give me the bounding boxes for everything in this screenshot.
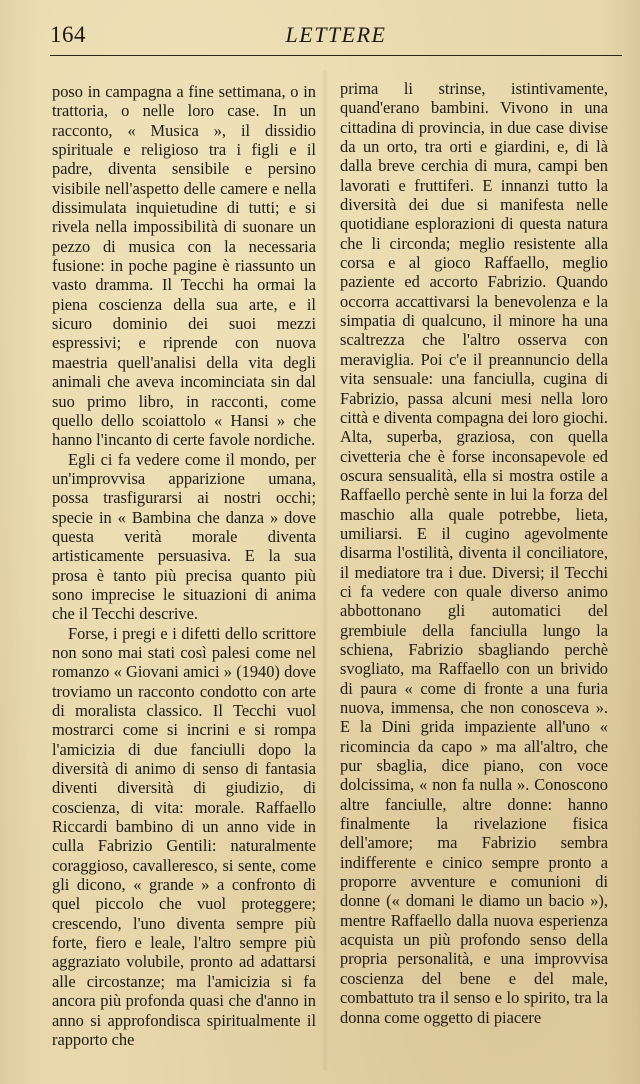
page-header bbox=[50, 22, 622, 52]
paragraph: Egli ci fa vedere come il mondo, per un'improvvisa apparizione umana, possa trasfigurarsi ai nostri occhi; specie in « Bambina che danza » dove questa verità morale diventa artisticamente persuasiva. E la sua prosa è tanto più precisa quanto più sono imprecise le situazioni di anima che il Tecchi descrive. bbox=[52, 449, 316, 624]
paragraph: Forse, i pregi e i difetti dello scrittore non sono mai stati così palesi come nel romanzo « Giovani amici » (1940) dove troviamo un racconto condotto con arte di moralista classico. Il Tecchi vuol mostrarci come si incrini e si rompa l'amicizia di due fanciulli dopo la diversità di animo di senso di fantasia diventi diversità di giudizio, di coscienza, di vita: morale. Raffaello Riccardi bambino di un anno vide in culla Fabrizio Gentili: naturalmente coraggioso, cavalleresco, si sente, come gli dicono, « grande » a confronto di quel piccolo che vuol proteggere; crescendo, l'uno diventa sempre più forte, fiero e leale, l'altro sempre più aggraziato volubile, pronto ad adattarsi alle circostanze; ma l'amicizia si fa ancora più profonda quasi che d'anno in anno si approfondisca spiritualmente il rapporto che bbox=[52, 623, 316, 1049]
paragraph: prima li strinse, istintivamente, quand'erano bambini. Vivono in una cittadina di provincia, in due case divise da un orto, tra orti e giardini, e, di là dalla breve cerchia di mura, campi ben lavorati e fruttiferi. E innanzi tutto la diversità dei due si manifesta nelle quotidiane esplorazioni di questa natura che li circonda; meglio resistente alla corsa e al gioco Raffaello, meglio paziente ed accorto Fabrizio. Quando occorra accattivarsi la benevolenza e la simpatia di qualcuno, il minore ha una scaltrezza che l'altro osserva con meraviglia. Poi c'e il preannuncio della vita sensuale: una fanciulla, cugina di Fabrizio, passa alcuni mesi nella loro città e diventa compagna dei loro giochi. Alta, superba, graziosa, con quella civetteria che è forse inconsapevole ed oscura sensualità, ella si mostra ostile a Raffaello perchè sente in lui la forza del maschio alla quale potrebbe, lieta, umiliarsi. E il cugino agevolmente disarma l'ostilità, diventa il conciliatore, il mediatore tra i due. Diversi; il Tecchi ci fa vedere con quale diverso animo abbottonano gli automatici del grembiule della fanciulla lungo la schiena, Fabrizio sbagliando perchè svogliato, ma Raffaello con un brivido di paura « come di fronte a una furia nuova, immensa, che non conosceva ». E la Dini grida impaziente all'uno « ricomincia da capo » ma all'altro, che pur sbaglia, dice piano, con voce dolcissima, « non fa nulla ». Conoscono altre fanciulle, altre donne: hanno finalmente la rivelazione fisica dell'amore; ma Fabrizio sembra indifferente e cinico sempre pronto a proporre avventure e comunioni di donne (« domani le diamo un bacio »), mentre Raffaello dalla nuova esperienza acquista un più profondo senso della propria personalità, e una improvvisa coscienza del bene e del male, combattuto tra il senso e lo spirito, tra la donna come oggetto di piacere bbox=[340, 79, 608, 1027]
header-rule bbox=[50, 55, 622, 56]
running-title: LETTERE bbox=[285, 22, 387, 47]
page-number: 164 bbox=[50, 22, 86, 47]
right-column bbox=[340, 79, 608, 1027]
paragraph: poso in campagna a fine settimana, o in trattoria, o nelle loro case. In un racconto, « Musica », il dissidio spirituale e religioso tra i figli e il padre, diventa sensibile e persino visibile nell'aspetto delle camere e nella dissimulata inquietudine di tutti; e si rivela nella impossibilità di suonare un pezzo di musica con la necessaria fusione: in poche pagine è riassunto un vasto dramma. Il Tecchi ha ormai la piena coscienza della sua arte, e il sicuro dominio dei suoi mezzi espressivi; e riprende con nuova maestria quell'analisi della vita degli animali che aveva incominciata sin dal suo primo libro, in racconti, come quello dello scoiattolo « Hansi » che hanno l'incanto di certe favole nordiche. bbox=[52, 82, 316, 450]
column-gutter bbox=[322, 70, 328, 1070]
left-column bbox=[52, 82, 316, 1049]
